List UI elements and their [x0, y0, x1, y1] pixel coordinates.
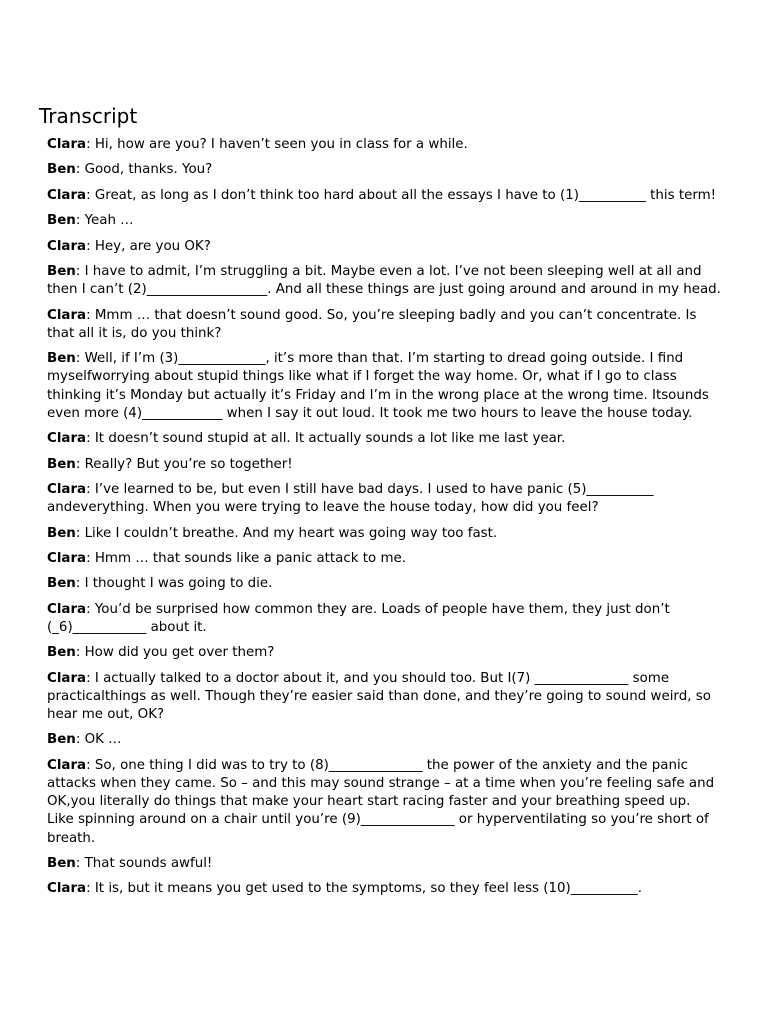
line-text: : It doesn’t sound stupid at all. It actually sounds a lot like me last year.: [86, 431, 566, 447]
transcript-line: [47, 238, 727, 256]
speaker-name: Clara: [47, 238, 87, 254]
speaker-name: Ben: [47, 525, 76, 541]
speaker-name: Ben: [47, 351, 76, 367]
transcript-line: [47, 601, 727, 637]
transcript-line: [47, 161, 727, 179]
line-text: : You’d be surprised how common they are. Loads of people have them, they just don’t (_6)___________ about it.: [47, 601, 670, 635]
speaker-name: Ben: [47, 456, 76, 472]
line-text: : Really? But you’re so together!: [75, 456, 293, 472]
transcript-line: [47, 731, 727, 749]
speaker-name: Clara: [47, 431, 87, 447]
transcript-line: [47, 456, 727, 474]
line-text: : Well, if I’m (3)_____________, it’s more than that. I’m starting to dread going outside. I find myselfworrying about stupid things like what if I forget the way home. Or, what if I go to class thinking it’s Monday but actually it’s Friday and I’m in the wrong place at the wrong time. Itsounds even more (4)____________ when I say it out loud. It took me two hours to leave the house today.: [47, 351, 709, 421]
speaker-name: Ben: [47, 732, 76, 748]
transcript-line: [47, 187, 727, 205]
line-text: : I thought I was going to die.: [75, 576, 273, 592]
transcript-line: [47, 212, 727, 230]
speaker-name: Clara: [47, 307, 87, 323]
speaker-name: Clara: [47, 601, 87, 617]
transcript-line: [47, 855, 727, 873]
transcript-line: [47, 670, 727, 725]
transcript-line: [47, 525, 727, 543]
transcript-line: [47, 307, 727, 343]
speaker-name: Clara: [47, 481, 87, 497]
speaker-name: Ben: [47, 856, 76, 872]
transcript-line: [47, 757, 727, 848]
transcript-line: [47, 263, 727, 299]
speaker-name: Ben: [47, 645, 76, 661]
speaker-name: Clara: [47, 137, 87, 152]
speaker-name: Clara: [47, 187, 87, 203]
speaker-name: Ben: [47, 263, 76, 279]
transcript-body: [47, 136, 727, 906]
line-text: : Hmm … that sounds like a panic attack to me.: [86, 550, 406, 566]
speaker-name: Clara: [47, 881, 87, 897]
line-text: : Like I couldn’t breathe. And my heart was going way too fast.: [75, 525, 498, 541]
transcript-line: [47, 550, 727, 568]
speaker-name: Ben: [47, 576, 76, 592]
line-text: : I have to admit, I’m struggling a bit. Maybe even a lot. I’ve not been sleeping well at all and then I can’t (2)__________________. And all these things are just going around and around in my head.: [47, 263, 721, 298]
transcript-line: [47, 350, 727, 423]
speaker-name: Ben: [47, 162, 76, 178]
transcript-line: [47, 880, 727, 898]
line-text: : So, one thing I did was to try to (8)______________ the power of the anxiety and the panic attacks when they came. So – and this may sound strange – at a time when you’re feeling safe and OK,you literally do things that make your heart start racing faster and your breathing speed up. Like spinning around on a chair until you’re (9)______________ or hyperventilating so you’re short of breath.: [47, 757, 715, 846]
line-text: : Hi, how are you? I haven’t seen you in class for a while.: [86, 137, 468, 152]
line-text: : Hey, are you OK?: [86, 238, 211, 254]
page-title: Transcript: [39, 104, 138, 128]
speaker-name: Ben: [47, 213, 76, 229]
speaker-name: Clara: [47, 550, 87, 566]
transcript-line: [47, 430, 727, 448]
speaker-name: Clara: [47, 670, 87, 686]
transcript-line: [47, 575, 727, 593]
transcript-line: [47, 644, 727, 662]
line-text: : Great, as long as I don’t think too hard about all the essays I have to (1)__________ this term!: [86, 187, 717, 203]
line-text: : Yeah …: [75, 213, 134, 229]
line-text: : Mmm … that doesn’t sound good. So, you’re sleeping badly and you can’t concentrate. Is that all it is, do you think?: [47, 307, 697, 341]
line-text: : That sounds awful!: [75, 856, 213, 872]
line-text: : I’ve learned to be, but even I still have bad days. I used to have panic (5)__________ andeverything. When you were trying to leave the house today, how did you feel?: [47, 481, 654, 516]
line-text: : It is, but it means you get used to the symptoms, so they feel less (10)__________.: [86, 881, 642, 897]
speaker-name: Clara: [47, 757, 87, 773]
transcript-line: [47, 136, 727, 154]
line-text: : I actually talked to a doctor about it, and you should too. But I(7) ______________ some practicalthings as well. Though they’re easier said than done, and they’re going to sound weird, so hear me out, OK?: [47, 670, 711, 723]
line-text: : How did you get over them?: [75, 645, 275, 661]
line-text: : Good, thanks. You?: [75, 162, 213, 178]
line-text: : OK …: [75, 732, 122, 748]
transcript-line: [47, 481, 727, 517]
